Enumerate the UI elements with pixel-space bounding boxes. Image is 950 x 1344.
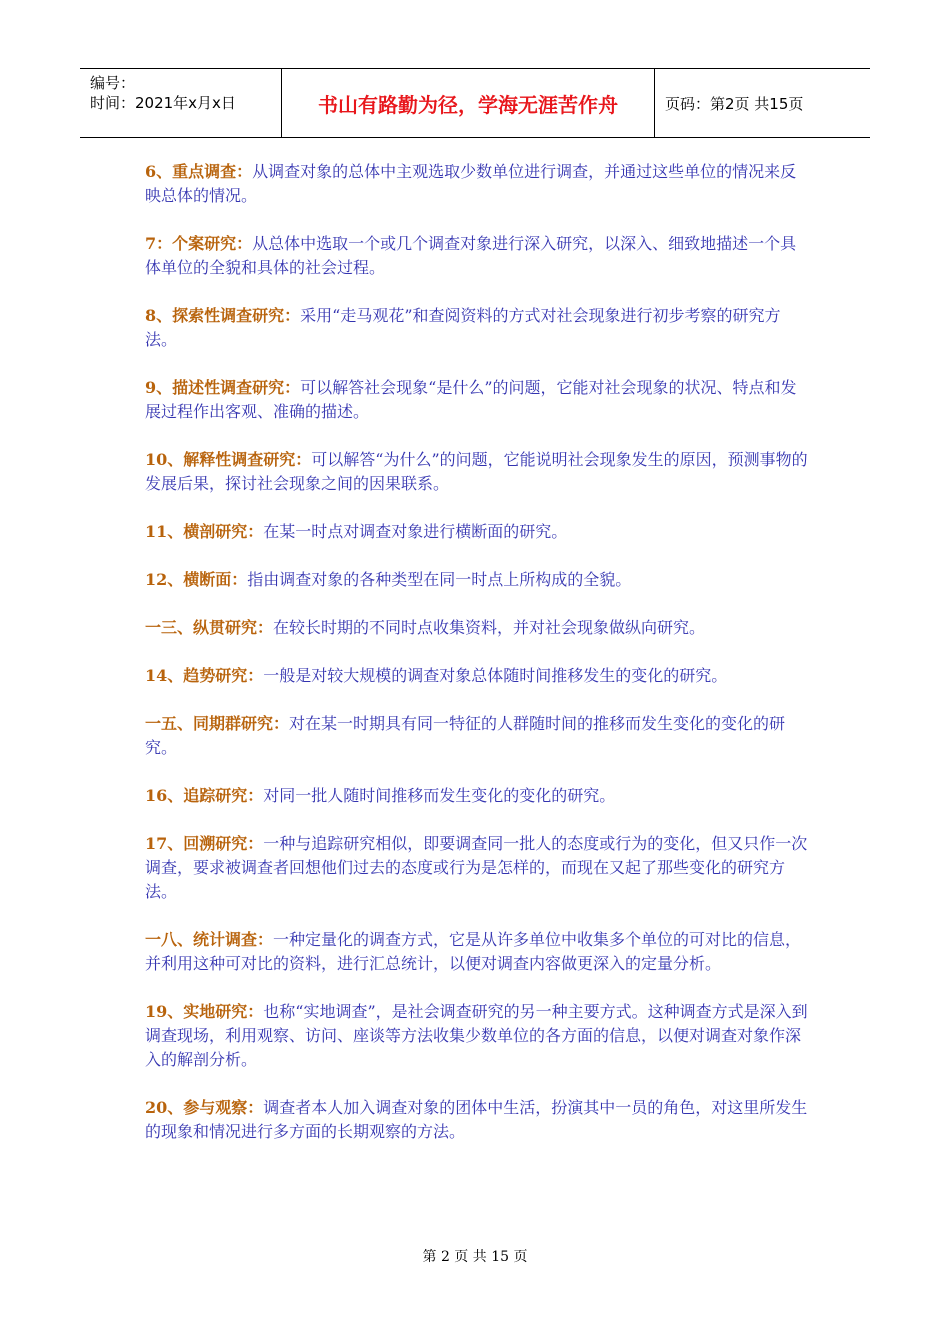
entry-term: 7：个案研究： (145, 234, 253, 253)
entry-term: 10、解释性调查研究： (145, 450, 312, 469)
entry-text: 在较长时期的不同时点收集资料，并对社会现象做纵向研究。 (273, 618, 706, 637)
header-meta (80, 69, 282, 137)
definition-entry (145, 160, 810, 208)
entry-text: 从调查对象的总体中主观选取少数单位进行调查，并通过这些单位的情况来反映总体的情况。 (145, 162, 797, 205)
entry-term: 一五、同期群研究： (145, 714, 290, 733)
entry-text: 一般是对较大规模的调查对象总体随时间推移发生的变化的研究。 (263, 666, 728, 685)
entry-term: 17、回溯研究： (145, 834, 264, 853)
definition-entry (145, 784, 810, 808)
definition-entry (145, 568, 810, 592)
header-motto: 书山有路勤为径，学海无涯苦作舟 (282, 69, 655, 137)
entry-text: 可以解答“为什么”的问题，它能说明社会现象发生的原因，预测事物的发展后果，探讨社会现象之间的因果联系。 (145, 450, 808, 493)
definition-entry (145, 928, 810, 976)
entry-text: 对在某一时期具有同一特征的人群随时间的推移而发生变化的变化的研究。 (145, 714, 786, 757)
definition-entry (145, 1096, 810, 1144)
definition-entry (145, 520, 810, 544)
page-header (80, 68, 870, 138)
entry-term: 16、追踪研究： (145, 786, 264, 805)
entry-term: 11、横剖研究： (145, 522, 264, 541)
definition-entry (145, 1000, 810, 1072)
entry-text: 一种与追踪研究相似，即要调查同一批人的态度或行为的变化，但又只作一次调查，要求被调查者回想他们过去的态度或行为是怎样的，而现在又起了那些变化的研究方法。 (145, 834, 808, 901)
entry-term: 一三、纵贯研究： (145, 618, 274, 637)
entry-text: 调查者本人加入调查对象的团体中生活，扮演其中一员的角色，对这里所发生的现象和情况进行多方面的长期观察的方法。 (145, 1098, 808, 1141)
entry-term: 8、探索性调查研究： (145, 306, 301, 325)
entry-text: 对同一批人随时间推移而发生变化的变化的研究。 (263, 786, 616, 805)
definition-entry (145, 832, 810, 904)
definition-entry (145, 616, 810, 640)
definition-entry (145, 232, 810, 280)
header-page-info: 页码：第2页 共15页 (665, 94, 804, 113)
definition-entry (145, 448, 810, 496)
entry-term: 12、横断面： (145, 570, 248, 589)
entry-text: 也称“实地调查”，是社会调查研究的另一种主要方式。这种调查方式是深入到调查现场，利用观察、访问、座谈等方法收集少数单位的各方面的信息，以便对调查对象作深入的解剖分析。 (145, 1002, 808, 1069)
definition-entry (145, 376, 810, 424)
time-label: 时间：2021年x月x日 (90, 94, 236, 112)
entry-text: 在某一时点对调查对象进行横断面的研究。 (263, 522, 568, 541)
entry-text: 指由调查对象的各种类型在同一时点上所构成的全貌。 (247, 570, 632, 589)
page-footer: 第 2 页 共 15 页 (422, 1249, 528, 1265)
entry-term: 9、描述性调查研究： (145, 378, 301, 397)
entry-text: 可以解答社会现象“是什么”的问题，它能对社会现象的状况、特点和发展过程作出客观、准确的描述。 (145, 378, 797, 421)
entry-term: 14、趋势研究： (145, 666, 264, 685)
entry-text: 采用“走马观花”和查阅资料的方式对社会现象进行初步考察的研究方法。 (145, 306, 781, 349)
entry-term: 一八、统计调查： (145, 930, 274, 949)
definition-entry (145, 664, 810, 688)
entry-term: 20、参与观察： (145, 1098, 264, 1117)
entry-text: 从总体中选取一个或几个调查对象进行深入研究，以深入、细致地描述一个具体单位的全貌和具体的社会过程。 (145, 234, 797, 277)
definition-entry (145, 712, 810, 760)
entry-term: 6、重点调查： (145, 162, 253, 181)
entry-text: 一种定量化的调查方式，它是从许多单位中收集多个单位的可对比的信息，并利用这种可对比的资料，进行汇总统计，以便对调查内容做更深入的定量分析。 (145, 930, 802, 973)
document-body (145, 160, 810, 1168)
definition-entry (145, 304, 810, 352)
number-label: 编号： (90, 74, 136, 92)
entry-term: 19、实地研究： (145, 1002, 264, 1021)
